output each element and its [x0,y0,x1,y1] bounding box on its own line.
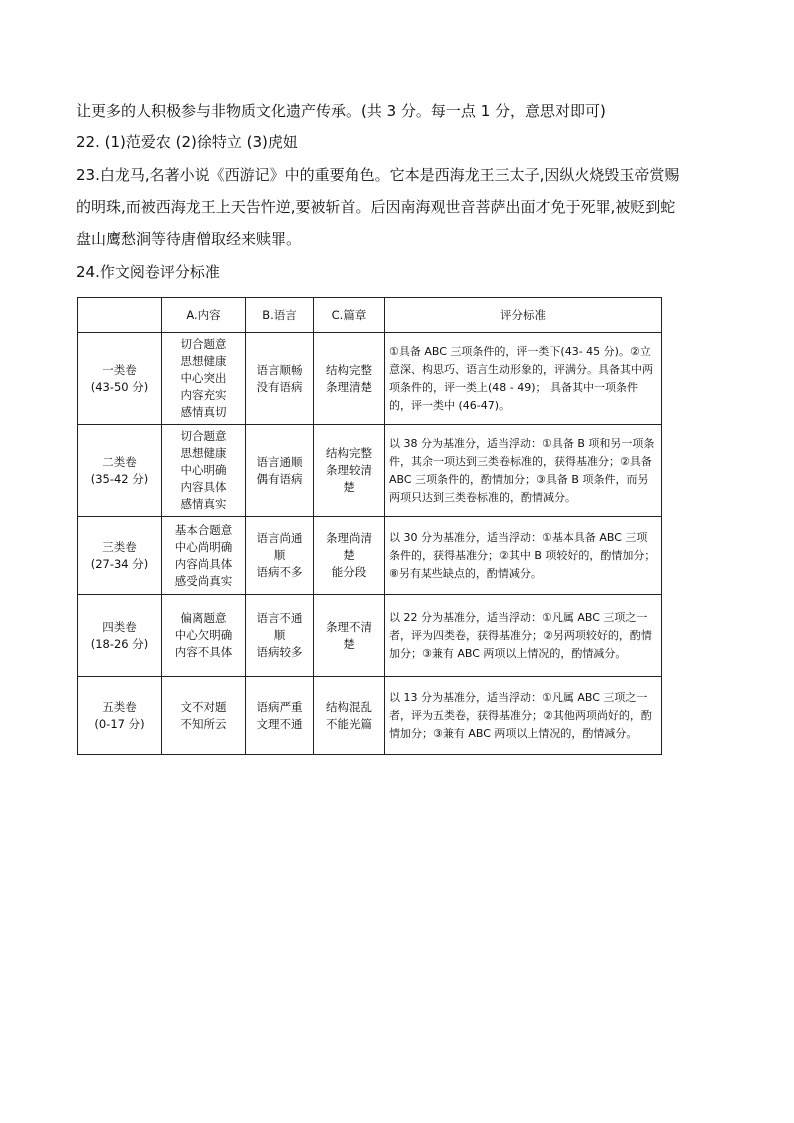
answer-line-23-part2: 的明珠,而被西海龙王上天告忤逆,要被斩首。后因南海观世音菩萨出面才免于死罪,被贬到蛇 [76,198,676,216]
criteria-cell: 以 30 分为基准分，适当浮动：①基本具备 ABC 三项条件的，获得基准分；②其中 B 项较好的，酌情加分；⑧另有某些缺点的，酌情减分。 [385,517,662,595]
header-structure: C.篇章 [314,298,385,333]
language-cell: 语言尚通 顺 语病不多 [246,517,314,595]
grade-cell: 四类卷 (18-26 分) [78,595,162,677]
criteria-cell: 以 13 分为基准分，适当浮动：①凡属 ABC 三项之一者，评为五类卷，获得基准分；②其他两项尚好的，酌情加分；③兼有 ABC 两项以上情况的，酌情减分。 [385,677,662,755]
table-row [78,595,662,677]
structure-cell: 结构混乱 不能光篇 [314,677,385,755]
answer-line-22: 22. (1)范爱农 (2)徐特立 (3)虎妞 [76,133,298,151]
content-cell: 切合题意 思想健康 中心突出 内容充实 感情真切 [162,333,246,425]
criteria-cell: ①具备 ABC 三项条件的，评一类下(43- 45 分)。②立意深、构思巧、语言生动形象的，评满分。具备其中两项条件的，评一类上(48 - 49)； 具备其中一项条件的，评一类中 (46-47)。 [385,333,662,425]
table-row [78,517,662,595]
criteria-cell: 以 22 分为基准分，适当浮动：①凡属 ABC 三项之一者，评为四类卷，获得基准分；②另两项较好的，酌情加分；③兼有 ABC 两项以上情况的，酌情减分。 [385,595,662,677]
structure-cell: 条理不清 楚 [314,595,385,677]
content-cell: 切合题意 思想健康 中心明确 内容具体 感情真实 [162,425,246,517]
content-cell: 文不对题 不知所云 [162,677,246,755]
content-cell: 偏离题意 中心欠明确 内容不具体 [162,595,246,677]
grade-cell: 三类卷 (27-34 分) [78,517,162,595]
grade-cell: 一类卷 (43-50 分) [78,333,162,425]
content-cell: 基本合题意 中心尚明确 内容尚具体 感受尚真实 [162,517,246,595]
answer-line-23-part1: 23.白龙马,名著小说《西游记》中的重要角色。它本是西海龙王三太子,因纵火烧毁玉帝赏赐 [76,166,680,184]
language-cell: 语病严重 文理不通 [246,677,314,755]
grade-cell: 五类卷 (0-17 分) [78,677,162,755]
table-header-row [78,298,662,333]
answer-line-23-part3: 盘山鹰愁涧等待唐僧取经来赎罪。 [76,230,302,248]
table-row [78,425,662,517]
table-row [78,333,662,425]
language-cell: 语言通顺 偶有语病 [246,425,314,517]
criteria-cell: 以 38 分为基准分，适当浮动：①具备 B 项和另一项条件，其余一项达到三类卷标准的，获得基准分；②具备 ABC 三项条件的，酌情加分；③具备 B 项条件，而另两项只达到三类卷标准的，酌情减分。 [385,425,662,517]
structure-cell: 结构完整 条理较清 楚 [314,425,385,517]
structure-cell: 条理尚清 楚 能分段 [314,517,385,595]
header-grade [78,298,162,333]
language-cell: 语言顺畅 没有语病 [246,333,314,425]
header-language: B.语言 [246,298,314,333]
structure-cell: 结构完整 条理清楚 [314,333,385,425]
language-cell: 语言不通 顺 语病较多 [246,595,314,677]
grade-cell: 二类卷 (35-42 分) [78,425,162,517]
header-content: A.内容 [162,298,246,333]
section-title-24: 24.作文阅卷评分标准 [76,263,220,281]
header-criteria: 评分标准 [385,298,662,333]
answer-line-21-end: 让更多的人积极参与非物质文化遗产传承。(共 3 分。每一点 1 分，意思对即可) [76,102,606,120]
table-row [78,677,662,755]
essay-rubric-table [77,297,662,755]
